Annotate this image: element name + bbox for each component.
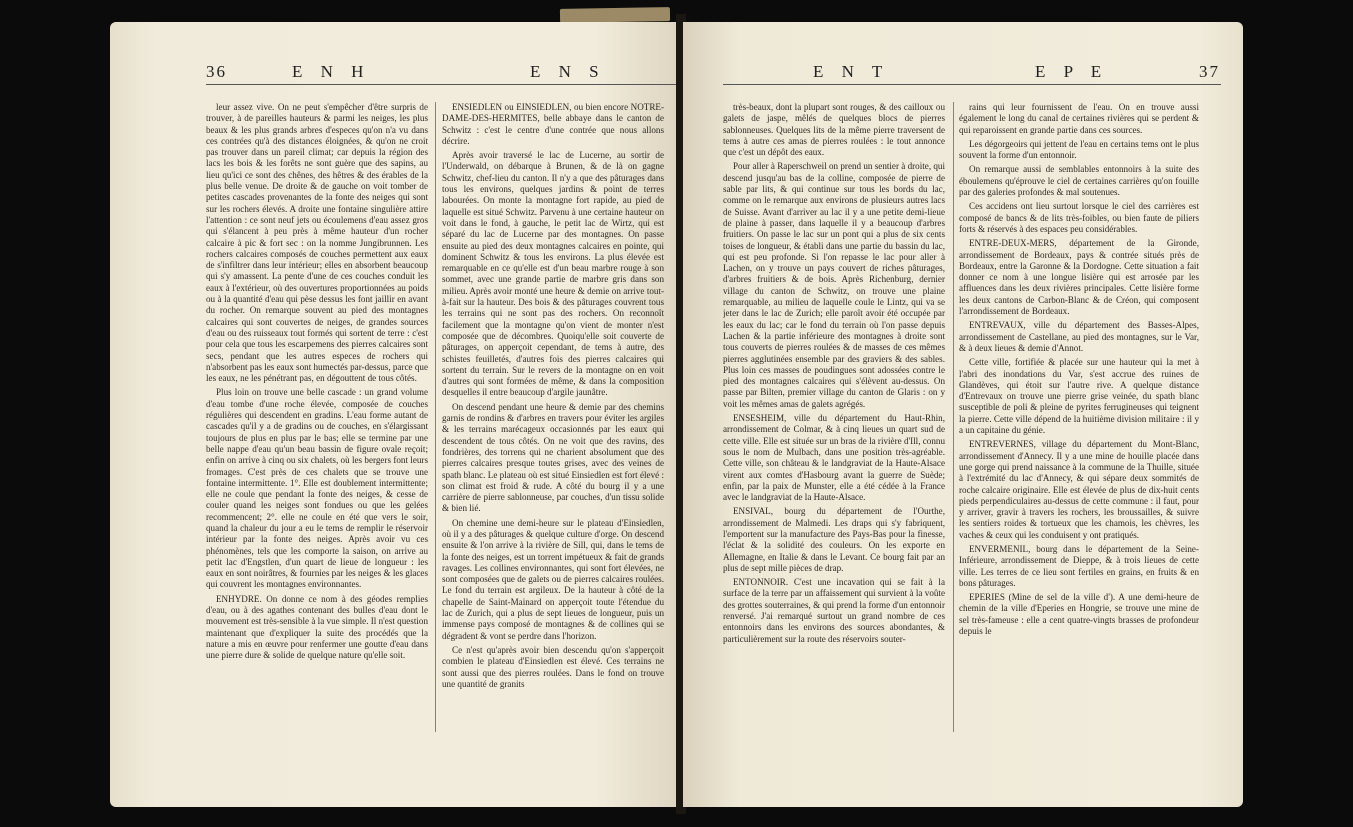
paragraph: Ces accidens ont lieu surtout lorsque le ciel des carrières est composé de bancs & de lits très-foibles, ou bien faute de piliers forts & réservés à des espaces peu considérables. [959, 201, 1199, 234]
paragraph: Les dégorgeoirs qui jettent de l'eau en certains tems ont le plus souvent la forme d'un entonnoir. [959, 138, 1199, 161]
paragraph: On chemine une demi-heure sur le plateau d'Einsiedlen, où il y a des pâturages & quelque culture d'orge. On descend ensuite & l'on arrive à la rivière de Sill, qui, dans le tems de la fonte des neiges, est un torrent impétueux & fait de grands ravages. Les collines environnantes, qui sont fort élevées, ne sont composées que de galets ou de pierres calcaires roulées. Le fond du terrain est argileux. De la hauteur à côté de la chapelle de Saint-Mainard on apperçoit toute l'étendue du lac de Zurich, qui a plus de sept lieues de longueur, puis un immense pays composé de montagnes & de collines qui se dégradent & vont se perdre dans l'horizon. [442, 517, 664, 641]
running-head-left: E N T [813, 62, 890, 81]
paragraph: EPERIES (Mine de sel de la ville d'). A une demi-heure de chemin de la ville d'Eperies en Hongrie, se trouve une mine de sel très-fameuse : elle a cent quatre-vingts brasses de profondeur depuis le [959, 592, 1199, 637]
column-rule [953, 102, 954, 732]
paragraph: ENSIVAL, bourg du département de l'Ourthe, arrondissement de Malmedi. Les draps qui s'y fabriquent, l'emportent sur la manufacture des Pays-Bas pour la finesse, l'éclat & la solidité des couleurs. On les exporte en Allemagne, en Italie & dans le Levant. Ce bourg fait par an plus de sept mille pièces de drap. [723, 506, 945, 573]
header-rule [723, 84, 1221, 85]
text-column-1 [723, 102, 945, 732]
running-head-left: E N H [292, 62, 371, 81]
left-page [110, 22, 680, 807]
paragraph: ENTREVERNES, village du département du Mont-Blanc, arrondissement d'Annecy. Il y a une mine de houille placée dans une gorge qui prend naissance à la commune de la Thuille, située à l'extrémité du lac d'Annecy, & qui sépare deux sommités de roche calcaire originaire. Elle est élevée de plus de dix-huit cents pieds perpendiculaires au-dessus de cette commune : il faut, pour y arriver, gravir à travers les rochers, les broussailles, & suivre les sentiers roides & tortueux que les chamois, les chèvres, les vaches & ceux qui les conduisent y ont pratiqués. [959, 439, 1199, 540]
paragraph: très-beaux, dont la plupart sont rouges, & des cailloux ou galets de jaspe, mêlés de quelques blocs de pierres sablonneuses. Quelques lits de la même pierre traversent de tems à autre ces amas de pierres roulées : le tout annonce que c'est un dépôt des eaux. [723, 102, 945, 158]
page-number: 37 [1199, 62, 1220, 81]
paragraph: ENHYDRE. On donne ce nom à des géodes remplies d'eau, ou à des agathes contenant des bulles d'eau dont le mouvement est très-sensible à la vue simple. Il n'est question maintenant que d'expliquer la suite des procédés que la nature a mis en œuvre pour renfermer une goutte d'eau dans une pierre dure & solide de quelque nature qu'elle soit. [206, 593, 428, 661]
column-rule [435, 102, 436, 732]
paragraph: On descend pendant une heure & demie par des chemins garnis de rondins & d'arbres en travers pour éviter les argiles & les terrains marécageux occasionnés par les eaux qui descendent de tous côtés. On ne voit que des ravins, des fondrières, des torrens qui ne charient absolument que des pierres calcaires presque toutes grises, avec des veines de spath blanc. Le plateau où est situé Einsiedlen est fort élevé : son climat est froid & rude. A côté du bourg il y a une carrière de pierre sablonneuse, par couches, d'un tissu solide & bien lié. [442, 401, 664, 514]
text-column-2 [442, 102, 664, 732]
text-column-1 [206, 102, 428, 732]
running-head-right: E P E [1035, 62, 1109, 81]
page-number: 36 [206, 62, 227, 81]
paragraph: ENTRE-DEUX-MERS, département de la Gironde, arrondissement de Bordeaux, pays & contrée situés près de Bordeaux, entre la Garonne & la Dordogne. Cette situation a fait donner ce nom à une longue lisière qui est arrosée par les affluences dans les deux rivières principales. Cette lisière forme les deux cantons de Carbon-Blanc & de Créon, qui composent l'arrondissement de Bordeaux. [959, 238, 1199, 317]
paragraph: ENTREVAUX, ville du département des Basses-Alpes, arrondissement de Castellane, au pied des montagnes, sur le Var, & à deux lieues & demie d'Annot. [959, 320, 1199, 353]
running-head-right: E N S [530, 62, 606, 81]
book-clip [560, 7, 670, 23]
paragraph: Après avoir traversé le lac de Lucerne, au sortir de l'Underwald, on débarque à Brunen, & de là on gagne Schwitz, chef-lieu du canton. Il n'y a que des pâturages dans tous les environs, quelques jardins & point de terres labourées. On monte la montagne fort rapide, au pied de laquelle est situé Schwitz. Parvenu à une certaine hauteur on voit dans le fond, à gauche, le petit lac de Wirtz, qui est séparé du lac de Lucerne par des montagnes. On passe ensuite au pied des deux montagnes calcaires en pointe, qui dominent Schwitz & tous les environs. La plus élevée est remarquable en ce qu'elle est d'un beau marbre rouge à son sommet, avec une grande partie de marbre gris dans son milieu. Après avoir monté une heure & demie on arrive tout-à-fait sur la hauteur. Des bois & des pâturages couvrent tous les terrains qui ne sont pas des rochers. On reconnoît facilement que la montagne qu'on vient de monter n'est composée que de décombres. Quoiqu'elle soit couverte de pâturages, on apperçoit cependant, de tems à autre, des schistes feuilletés, d'autres fois des pierres calcaires qui sortent du terrain. Sur le revers de la montagne on en voit d'autres qui sont formées de même, & dans la composition desquelles il entre beaucoup d'argile jaunâtre. [442, 150, 664, 398]
paragraph: ENSESHEIM, ville du département du Haut-Rhin, arrondissement de Colmar, & à cinq lieues un quart sud de cette ville. Elle est située sur un bras de la rivière d'Ill, connu sous le nom de Mulbach, dans une position très-agréable. Cette ville, son château & le landgraviat de la Haute-Alsace virent aux comtes d'Hasbourg avant la guerre de Suède; enfin, par la paix de Munster, elle a été cédée à la France avec le landgraviat de la Haute-Alsace. [723, 413, 945, 503]
paragraph: ENSIEDLEN ou EINSIEDLEN, ou bien encore NOTRE-DAME-DES-HERMITES, belle abbaye dans le canton de Schwitz : c'est le centre d'une contrée que nous allons décrire. [442, 102, 664, 146]
paragraph: Cette ville, fortifiée & placée sur une hauteur qui la met à l'abri des inondations du Var, s'est accrue des ruines de Glandèves, qui étoit sur l'autre rive. A quelque distance d'Entrevaux on trouve une pierre grise veinée, du spath blanc susceptible de poli & pleine de pyrites ferrugineuses qui teignent la pierre. Cette ville dépend de la huitième division militaire : il y a un capitaine du génie. [959, 357, 1199, 436]
paragraph: Plus loin on trouve une belle cascade : un grand volume d'eau tombe d'une roche élevée, composée de couches régulières qui descendent en gradins. L'eau forme autant de cascades qu'il y a de gradins ou de couches, en s'élargissant toujours de plus en plus par le bas; elle se termine par une belle nappe d'eau qu'un beau bassin de figure ovale reçoit; enfin on arrive à cinq ou six chalets, où les bergers font leurs fromages. C'est près de ces chalets que se trouve une fontaine intermittente. 1°. Elle est doublement intermittente; elle ne coule que pendant la fonte des neiges, & cesse de couler quand les neiges sont fondues ou que les gelées recommencent; 2°. elle ne coule en été que vers le soir, quand la chaleur du jour a eu le tems de remplir le réservoir intérieur par la fonte des neiges. Après avoir vu ces phénomènes, tels que les comporte la saison, on arrive au petit lac d'Engstlen, d'un quart de lieue de longueur : les eaux en sont noirâtres, & fournies par les neiges & les glaces qui couvrent les montagnes environnantes. [206, 387, 428, 590]
paragraph: ENVERMENIL, bourg dans le département de la Seine-Inférieure, arrondissement de Dieppe, & à trois lieues de cette ville. Les terres de ce lieu sont fertiles en grains, en fruits & en bons pâturages. [959, 543, 1199, 588]
paragraph: Ce n'est qu'après avoir bien descendu qu'on s'apperçoit combien le plateau d'Einsiedlen est élevé. Ces terrains ne sont aussi que des pierres roulées. Dans le fond on trouve une quantité de granits [442, 644, 664, 689]
paragraph: ENTONNOIR. C'est une incavation qui se fait à la surface de la terre par un affaissement qui survient à la voûte des grottes souterraines, & qui prend la forme d'un entonnoir renversé. J'ai remarqué surtout un grand nombre de ces entonnoirs dans les environs des sources abondantes, & particulièrement sur la route des réservoirs souter- [723, 577, 945, 644]
text-column-2 [959, 102, 1199, 732]
paragraph: rains qui leur fournissent de l'eau. On en trouve aussi également le long du canal de certaines rivières qui se perdent & qui reparoissent en grande partie dans ces sources. [959, 102, 1199, 135]
paragraph: leur assez vive. On ne peut s'empêcher d'être surpris de trouver, à de pareilles hauteurs & parmi les neiges, les plus beaux & les plus grands arbres d'especes qu'on n'a vu dans ces contrées qu'à des distances éloignées, & qu'on ne croit pas trouver dans un pareil climat; car depuis la région des lacs les bois & les forêts ne sont guère que des sapins, au lieu qu'ici ce sont des chênes, des hêtres & des érables de la plus belle venue. De droite & de gauche on voit tomber de petites cascades provenantes de la fonte des neiges qui sont sur les rochers élevés. A droite une fontaine singulière attire l'attention : ce sont neuf jets ou écoulemens d'eau assez gros qui s'élancent à peu près à même hauteur d'un rocher calcaire à pic & fort sec : on la nomme Jungibrunnen. Les rochers calcaires composés de couches permettent aux eaux de s'infiltrer dans leur intérieur; elles en absorbent beaucoup qui s'y amassent. La pente d'une de ces couches conduit les eaux à l'extérieur, où des ouvertures proportionnées au poids ou à la quantité d'eau qui pèse dessus les font jaillir en avant du rocher. On remarque souvent au pied des montagnes calcaires qui sont couvertes de neiges, de grandes sources d'eau ou des ruisseaux tout formés qui sortent de terre : c'est pour cela que tous les escarpemens des pierres calcaires sont secs, pendant que les autres especes de rochers qui n'absorbent pas les eaux sont humectés par-dessus, parce que les eaux, ne les pénétrant pas, en dégouttent de tous côtés. [206, 102, 428, 384]
paragraph: Pour aller à Raperschweil on prend un sentier à droite, qui descend jusqu'au bas de la colline, composée de pierre de sable par lits, & qui continue sur tous les bords du lac, comme on le remarque aux environs de plusieurs autres lacs de Suisse. Avant d'arriver au lac il y a une petite demi-lieue de plaine à passer, dans laquelle il y a beaucoup d'arbres fruitiers. On passe le lac sur un pont qui a plus de six cents toises de longueur, & établi dans une partie du bassin du lac, qui est peu profonde. Si l'on repasse le lac pour aller à Lachen, on y trouve un pays couvert de riches pâturages, d'arbres fruitiers & de bois. Après Richenburg, dernier village du canton de Schwitz, on trouve une plaine remarquable, au milieu de laquelle coule le Lintz, qui va se jeter dans le lac de Zurich; elle paroît avoir été occupée par les eaux du lac; car le fond du terrain où l'on passe depuis Lachen & la partie inférieure des montagnes à droite sont tous couverts de pierres roulées & de masses de ces mêmes pierres agglutinées ensemble par des graviers & des sables. Plus loin ces masses de poudingues sont adossées contre le pied des montagnes calcaires qui s'élèvent au-dessus. On passe par Bilten, premier village du canton de Glaris : on y voit les mêmes amas de galets agrégés. [723, 161, 945, 409]
header-rule [206, 84, 676, 85]
paragraph: On remarque aussi de semblables entonnoirs à la suite des éboulemens qu'éprouve le ciel de certaines carrières qu'on fouille par des galeries profondes & mal soutenues. [959, 164, 1199, 198]
right-page [683, 22, 1243, 807]
